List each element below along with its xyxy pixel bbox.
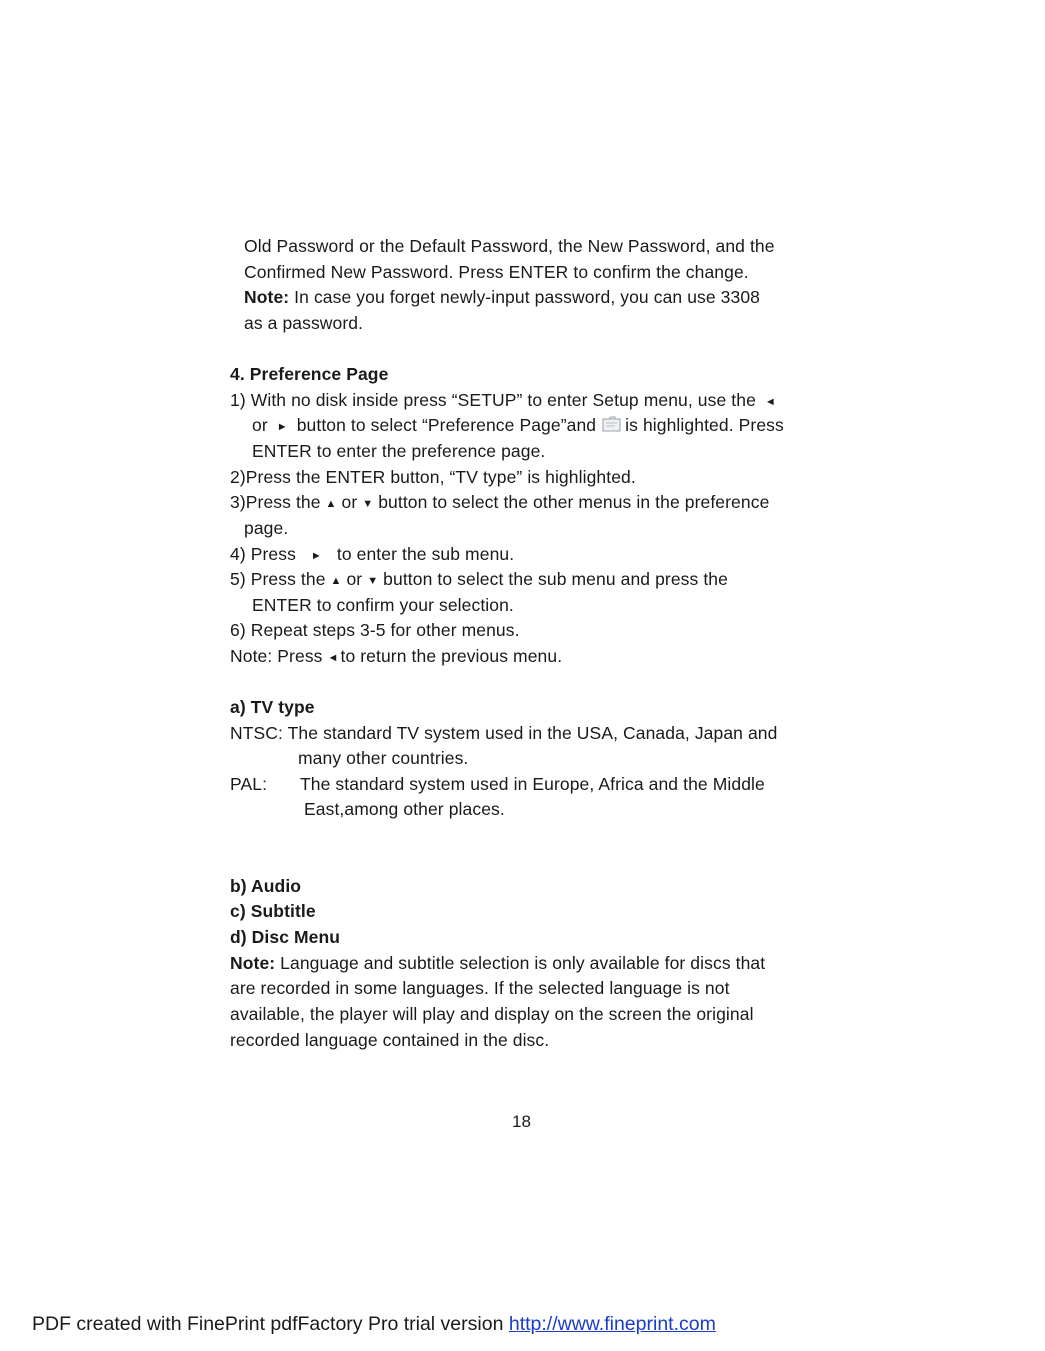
audio-heading: b) Audio [230, 876, 302, 896]
step3-text-a2: or [336, 492, 363, 512]
pal-line-2: East,among other places. [304, 799, 505, 819]
step5-line-a [230, 568, 728, 592]
step1-text-b2: button to select “Preference Page”and [291, 415, 597, 435]
page-number: 18 [512, 1112, 531, 1131]
step1-text-b3: is highlighted. Press [625, 415, 784, 435]
step2-line: 2)Press the ENTER button, “TV type” is highlighted. [230, 467, 636, 487]
step1-line-a [230, 389, 776, 413]
language-note-line-1 [230, 952, 765, 974]
preference-heading: 4. Preference Page [230, 364, 389, 384]
pal-label: PAL: [230, 774, 268, 794]
disc-menu-heading: d) Disc Menu [230, 927, 341, 947]
password-note [244, 286, 760, 308]
password-note-label: Note: [244, 287, 290, 307]
pal-line-1: The standard system used in Europe, Africa and the Middle [300, 774, 765, 794]
language-note-line-4: recorded language contained in the disc. [230, 1030, 550, 1050]
left-arrow-icon: ◄ [327, 652, 339, 664]
password-line-4: as a password. [244, 313, 364, 333]
ntsc-line-2: many other countries. [298, 748, 469, 768]
language-note-label: Note: [230, 953, 276, 973]
step1-line-b [252, 414, 784, 438]
left-arrow-icon: ◄ [764, 396, 776, 408]
fineprint-link[interactable]: http://www.fineprint.com [508, 1313, 716, 1335]
language-note-line-3: available, the player will play and display on the screen the original [230, 1004, 754, 1024]
down-arrow-icon: ▼ [367, 575, 379, 587]
ntsc-text-1: The standard TV system used in the USA, Canada, Japan and [283, 723, 778, 743]
step3-line-a [230, 491, 769, 515]
language-note-line-2: are recorded in some languages. If the selected language is not [230, 978, 730, 998]
step1-text-a: 1) With no disk inside press “SETUP” to enter Setup menu, use the [230, 390, 761, 410]
step3-line-b: page. [244, 518, 289, 538]
password-note-text: In case you forget newly-input password, you can use 3308 [289, 287, 761, 307]
subtitle-heading: c) Subtitle [230, 901, 316, 921]
preference-page-icon [602, 416, 622, 432]
right-arrow-icon: ► [276, 421, 288, 433]
step4-line [230, 543, 514, 567]
step4-text-a: 4) Press [230, 544, 301, 564]
step1-line-c: ENTER to enter the preference page. [252, 441, 546, 461]
step3-text-a1: 3)Press the [230, 492, 326, 512]
step5-text-a1: 5) Press the [230, 569, 331, 589]
preference-note-text-a: Note: Press [230, 646, 328, 666]
password-line-2: Confirmed New Password. Press ENTER to confirm the change. [244, 262, 749, 282]
preference-note [230, 645, 562, 669]
right-arrow-icon: ► [310, 550, 322, 562]
step6-line: 6) Repeat steps 3-5 for other menus. [230, 620, 520, 640]
up-arrow-icon: ▲ [330, 575, 342, 587]
down-arrow-icon: ▼ [362, 498, 374, 510]
step3-text-a3: button to select the other menus in the preference [373, 492, 770, 512]
step5-text-a3: button to select the sub menu and press the [378, 569, 728, 589]
pdf-footer [32, 1312, 716, 1336]
ntsc-line-1 [230, 722, 777, 744]
tv-type-heading: a) TV type [230, 697, 315, 717]
preference-note-text-b: to return the previous menu. [340, 646, 563, 666]
step1-text-b1: or [252, 415, 273, 435]
step5-text-a2: or [341, 569, 368, 589]
step5-line-b: ENTER to confirm your selection. [252, 595, 514, 615]
language-note-text-1: Language and subtitle selection is only available for discs that [275, 953, 766, 973]
footer-text: PDF created with FinePrint pdfFactory Pro trial version [32, 1313, 509, 1335]
password-line-1: Old Password or the Default Password, the New Password, and the [244, 236, 775, 256]
step4-text-b: to enter the sub menu. [331, 544, 515, 564]
ntsc-label: NTSC: [230, 723, 283, 743]
up-arrow-icon: ▲ [325, 498, 337, 510]
